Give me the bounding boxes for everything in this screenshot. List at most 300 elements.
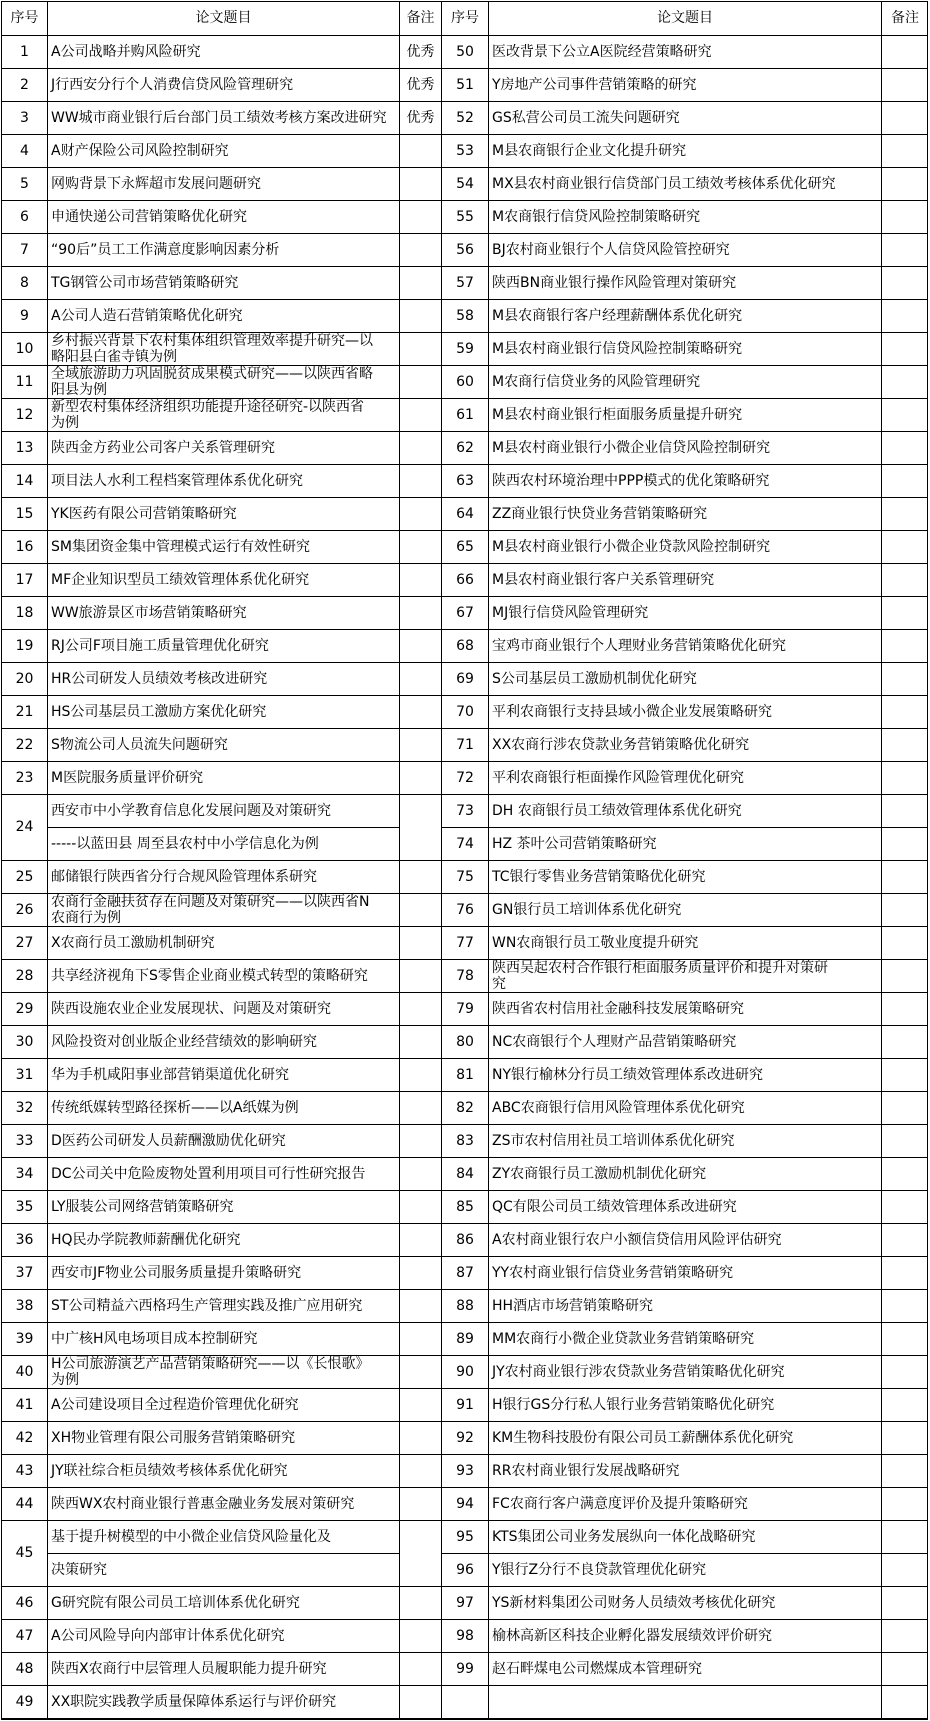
right-row-number: 93 [456,1463,474,1479]
left-row-number: 6 [20,209,29,225]
left-row-title: H公司旅游演艺产品营销策略研究——以《长恨歌》 为例 [51,1356,370,1388]
left-row-remark [400,927,441,959]
header-remark: 备注 [406,10,435,26]
left-row-title: 陕西X农商行中层管理人员履职能力提升研究 [51,1661,327,1677]
right-row-title: M县农村商业银行小微企业贷款风险控制研究 [492,539,771,555]
right-row-remark [882,465,928,497]
left-row-remark [400,366,441,398]
right-row-remark [882,1686,928,1718]
right-row-number: 68 [456,638,474,654]
right-row-number: 88 [456,1298,474,1314]
left-row-title: MF企业知识型员工绩效管理体系优化研究 [51,572,310,588]
right-row-number: 70 [456,704,474,720]
left-row-number: 15 [15,506,34,522]
right-row-title: YS新材料集团公司财务人员绩效考核优化研究 [492,1595,776,1611]
right-row-number: 72 [456,770,474,786]
right-row-number: 53 [456,143,474,159]
right-row-number: 81 [456,1067,474,1083]
left-row-title: WW旅游景区市场营销策略研究 [51,605,247,621]
right-row-number: 91 [456,1397,474,1413]
right-row-title: Y银行Z分行不良贷款管理优化研究 [492,1562,707,1578]
left-row-number: 35 [15,1199,34,1215]
left-row-remark [400,894,441,926]
right-row-remark [882,1026,928,1058]
right-row-remark [882,1125,928,1157]
left-row-remark [400,1059,441,1091]
right-row-remark [882,861,928,893]
left-row-number: 40 [15,1364,34,1380]
left-row-title: 乡村振兴背景下农村集体组织管理效率提升研究—以 略阳县白雀寺镇为例 [51,333,373,365]
right-row-number: 80 [456,1034,474,1050]
left-row-remark [400,1026,441,1058]
left-row-remark [400,1323,441,1355]
right-row-title: 赵石畔煤电公司燃煤成本管理研究 [492,1661,702,1677]
right-row-remark [882,234,928,266]
right-row-title: M县农村商业银行信贷风险控制策略研究 [492,341,743,357]
right-row-remark [882,1554,928,1586]
right-row-number: 96 [456,1562,474,1578]
left-row-title: 网购背景下永辉超市发展问题研究 [51,176,261,192]
right-row-title: M县农商银行企业文化提升研究 [492,143,687,159]
right-row-number: 90 [456,1364,474,1380]
left-row-remark [400,1653,441,1685]
right-row-number: 55 [456,209,474,225]
left-row-title: 西安市JF物业公司服务质量提升策略研究 [51,1265,302,1281]
left-row-title: 陕西金方药业公司客户关系管理研究 [51,440,275,456]
right-row-remark [882,135,928,167]
right-row-title: JY农村商业银行涉农贷款业务营销策略优化研究 [492,1364,785,1380]
right-row-remark [882,366,928,398]
right-row-title: 陕西BN商业银行操作风险管理对策研究 [492,275,737,291]
right-row-number: 85 [456,1199,474,1215]
left-row-number: 17 [15,572,34,588]
right-row-title: A农村商业银行农户小额信贷信用风险评估研究 [492,1232,782,1248]
right-row-title: 陕西吴起农村合作银行柜面服务质量评价和提升对策研 究 [492,960,828,992]
right-row-remark [882,1620,928,1652]
left-row-title: XX职院实践教学质量保障体系运行与评价研究 [51,1694,337,1710]
right-row-remark [882,630,928,662]
right-row-number: 73 [456,803,474,819]
left-row-number: 28 [15,968,34,984]
left-row-number: 8 [20,275,29,291]
left-row-remark [400,1686,441,1718]
left-row-number: 31 [15,1067,34,1083]
left-row-title: 风险投资对创业版企业经营绩效的影响研究 [51,1034,317,1050]
left-row-title: DC公司关中危险废物处置利用项目可行性研究报告 [51,1166,366,1182]
header-title: 论文题目 [195,10,252,26]
left-row-title: WW城市商业银行后台部门员工绩效考核方案改进研究 [51,110,387,126]
left-row-title: S物流公司人员流失问题研究 [51,737,228,753]
right-row-title: KM生物科技股份有限公司员工薪酬体系优化研究 [492,1430,794,1446]
left-row-number: 11 [15,374,34,390]
left-row-title: M医院服务质量评价研究 [51,770,204,786]
left-row-title: A公司风险导向内部审计体系优化研究 [51,1628,285,1644]
left-row-title: HR公司研发人员绩效考核改进研究 [51,671,268,687]
right-row-remark [882,300,928,332]
right-row-number: 61 [456,407,474,423]
left-row-title: 基于提升树模型的中小微企业信贷风险量化及 [51,1529,331,1545]
right-row-remark [882,729,928,761]
right-row-remark [882,564,928,596]
right-row-remark [882,1488,928,1520]
right-row-title: 医改背景下公立A医院经营策略研究 [492,44,712,60]
header-seq: 序号 [451,10,479,26]
left-row-title: LY服装公司网络营销策略研究 [51,1199,234,1215]
right-row-number: 84 [456,1166,474,1182]
left-row-remark [400,795,441,827]
right-row-title: M县农村商业银行客户关系管理研究 [492,572,715,588]
left-row-number: 14 [15,473,34,489]
left-row-number: 1 [20,44,29,60]
right-row-title: XX农商行涉农贷款业务营销策略优化研究 [492,737,750,753]
left-row-number: 13 [15,440,34,456]
right-row-title: 宝鸡市商业银行个人理财业务营销策略优化研究 [492,638,786,654]
left-row-remark [400,696,441,728]
left-row-remark [400,630,441,662]
left-row-remark [400,1389,441,1421]
right-row-number: 82 [456,1100,474,1116]
right-row-number: 62 [456,440,474,456]
left-row-number: 16 [15,539,34,555]
right-row-number: 89 [456,1331,474,1347]
left-row-number: 19 [15,638,34,654]
left-row-remark [400,531,441,563]
left-row-number: 45 [15,1545,34,1561]
left-row-title: HS公司基层员工激励方案优化研究 [51,704,267,720]
right-row-title: HH酒店市场营销策略研究 [492,1298,654,1314]
right-row-remark [882,168,928,200]
right-row-number: 98 [456,1628,474,1644]
left-row-title: X农商行员工激励机制研究 [51,935,215,951]
left-row-remark [400,201,441,233]
right-row-number: 57 [456,275,474,291]
row-border [1,1719,928,1720]
right-row-remark [882,498,928,530]
right-row-remark [882,1158,928,1190]
left-row-title: D医药公司研发人员薪酬激励优化研究 [51,1133,286,1149]
right-row-title: TC银行零售业务营销策略优化研究 [492,869,706,885]
right-row-remark [882,894,928,926]
right-row-remark [882,1356,928,1388]
right-row-number: 76 [456,902,474,918]
right-row-remark [882,531,928,563]
right-row-remark [882,1587,928,1619]
right-row-remark [882,762,928,794]
left-row-title: 决策研究 [51,1562,107,1578]
right-row-remark [882,201,928,233]
left-row-title: 传统纸媒转型路径探析——以A纸媒为例 [51,1100,299,1116]
left-row-title: 陕西设施农业企业发展现状、问题及对策研究 [51,1001,331,1017]
left-row-remark [400,1125,441,1157]
left-row-number: 2 [20,77,29,93]
right-row-title: M县农商银行客户经理薪酬体系优化研究 [492,308,743,324]
right-row-remark [882,828,928,860]
right-row-remark [882,1455,928,1487]
right-row-number: 79 [456,1001,474,1017]
right-row-remark [882,1092,928,1124]
right-row-title: Y房地产公司事件营销策略的研究 [492,77,697,93]
right-row-title: YY农村商业银行信贷业务营销策略研究 [492,1265,734,1281]
right-row-remark [882,69,928,101]
right-row-number: 58 [456,308,474,324]
left-row-number: 23 [15,770,34,786]
header-seq: 序号 [10,10,39,26]
right-row-number: 94 [456,1496,474,1512]
left-row-number: 39 [15,1331,34,1347]
right-row-title [489,1686,881,1718]
left-row-number: 27 [15,935,34,951]
left-row-title: 全域旅游助力巩固脱贫成果模式研究——以陕西省略 阳县为例 [51,366,373,398]
right-row-title: MX县农村商业银行信贷部门员工绩效考核体系优化研究 [492,176,836,192]
right-row-title: HZ 茶叶公司营销策略研究 [492,836,657,852]
right-row-remark [882,267,928,299]
left-row-remark [400,300,441,332]
left-row-number: 25 [15,869,34,885]
left-row-remark [400,267,441,299]
right-row-remark [882,102,928,134]
right-row-remark [882,1422,928,1454]
right-row-remark [882,399,928,431]
left-row-title: 新型农村集体经济组织功能提升途径研究-以陕西省 为例 [51,399,365,431]
left-row-title: A公司人造石营销策略优化研究 [51,308,243,324]
left-row-remark [400,465,441,497]
left-row-remark [400,729,441,761]
right-row-number: 71 [456,737,474,753]
left-row-remark [400,762,441,794]
right-row-title: RR农村商业银行发展战略研究 [492,1463,680,1479]
left-row-title: 华为手机咸阳事业部营销渠道优化研究 [51,1067,289,1083]
left-row-title: JY联社综合柜员绩效考核体系优化研究 [51,1463,288,1479]
right-row-number: 65 [456,539,474,555]
left-row-title: A公司战略并购风险研究 [51,44,201,60]
right-row-title: QC有限公司员工绩效管理体系改进研究 [492,1199,737,1215]
left-row-remark [400,1257,441,1289]
right-row-title: GS私营公司员工流失问题研究 [492,110,680,126]
left-row-title: “90后”员工工作满意度影响因素分析 [51,242,280,258]
left-row-number: 4 [20,143,29,159]
left-row-remark [400,597,441,629]
left-row-remark [400,432,441,464]
right-row-title: S公司基层员工激励机制优化研究 [492,671,697,687]
right-row-number: 52 [456,110,474,126]
right-row-number: 54 [456,176,474,192]
left-row-number: 20 [15,671,34,687]
left-row-remark [400,1356,441,1388]
left-row-title: 共享经济视角下S零售企业商业模式转型的策略研究 [51,968,368,984]
right-row-remark [882,1059,928,1091]
right-row-number: 64 [456,506,474,522]
right-row-number: 66 [456,572,474,588]
left-row-title: YK医药有限公司营销策略研究 [51,506,237,522]
left-row-remark [400,828,441,860]
left-row-number: 37 [15,1265,34,1281]
right-row-title: M农商银行信贷风险控制策略研究 [492,209,701,225]
right-row-title: ZY农商银行员工激励机制优化研究 [492,1166,707,1182]
left-row-remark [400,1158,441,1190]
left-row-remark [400,1092,441,1124]
left-row-title: 中广核H风电场项目成本控制研究 [51,1331,258,1347]
right-row-number: 78 [456,968,474,984]
right-row-number [442,1686,488,1718]
right-row-remark [882,1521,928,1553]
right-row-remark [882,1191,928,1223]
left-row-title: 申通快递公司营销策略优化研究 [51,209,247,225]
right-row-remark [882,1290,928,1322]
left-row-title: 陕西WX农村商业银行普惠金融业务发展对策研究 [51,1496,355,1512]
header-remark: 备注 [891,10,919,26]
left-row-title: G研究院有限公司员工培训体系优化研究 [51,1595,300,1611]
left-row-number: 48 [15,1661,34,1677]
left-row-remark [400,1587,441,1619]
right-row-number: 92 [456,1430,474,1446]
left-row-title: J行西安分行个人消费信贷风险管理研究 [51,77,294,93]
right-row-number: 75 [456,869,474,885]
right-row-remark [882,960,928,992]
left-row-remark [400,1290,441,1322]
right-row-remark [882,696,928,728]
left-row-remark [400,1554,441,1586]
left-row-number: 21 [15,704,34,720]
left-row-remark [400,333,441,365]
left-row-number: 5 [20,176,29,192]
right-row-title: NY银行榆林分行员工绩效管理体系改进研究 [492,1067,764,1083]
right-row-remark [882,36,928,68]
right-row-remark [882,1257,928,1289]
right-row-title: ZZ商业银行快贷业务营销策略研究 [492,506,708,522]
left-row-remark [400,663,441,695]
right-row-title: 陕西省农村信用社金融科技发展策略研究 [492,1001,744,1017]
right-row-number: 74 [456,836,474,852]
left-row-number: 10 [15,341,34,357]
left-row-remark [400,993,441,1025]
left-row-remark [400,399,441,431]
right-row-title: 陕西农村环境治理中PPP模式的优化策略研究 [492,473,770,489]
right-row-title: WN农商银行员工敬业度提升研究 [492,935,699,951]
right-row-number: 99 [456,1661,474,1677]
left-row-remark [400,1455,441,1487]
right-row-number: 63 [456,473,474,489]
right-row-title: FC农商行客户满意度评价及提升策略研究 [492,1496,748,1512]
right-row-title: ABC农商银行信用风险管理体系优化研究 [492,1100,745,1116]
right-row-number: 69 [456,671,474,687]
right-row-remark [882,432,928,464]
left-row-title: A财产保险公司风险控制研究 [51,143,229,159]
right-row-number: 60 [456,374,474,390]
left-row-number: 18 [15,605,34,621]
left-row-remark: 优秀 [406,44,435,60]
left-row-number: 24 [15,819,34,835]
left-row-number: 26 [15,902,34,918]
left-row-number: 29 [15,1001,34,1017]
right-row-remark [882,993,928,1025]
right-row-remark [882,927,928,959]
right-row-remark [882,795,928,827]
left-row-title: 邮储银行陕西省分行合规风险管理体系研究 [51,869,317,885]
left-row-number: 41 [15,1397,34,1413]
left-row-title: SM集团资金集中管理模式运行有效性研究 [51,539,310,555]
left-row-remark [400,168,441,200]
right-row-title: KTS集团公司业务发展纵向一体化战略研究 [492,1529,756,1545]
right-row-number: 86 [456,1232,474,1248]
right-row-number: 56 [456,242,474,258]
right-row-number: 77 [456,935,474,951]
left-row-title: -----以蓝田县 周至县农村中小学信息化为例 [51,836,319,852]
right-row-number: 87 [456,1265,474,1281]
left-row-number: 44 [15,1496,34,1512]
left-row-number: 43 [15,1463,34,1479]
right-row-title: M农商行信贷业务的风险管理研究 [492,374,701,390]
left-row-remark [400,1191,441,1223]
thesis-table [1,1,928,1720]
left-row-remark [400,1488,441,1520]
right-row-title: ZS市农村信用社员工培训体系优化研究 [492,1133,735,1149]
right-row-title: M县农村商业银行小微企业信贷风险控制研究 [492,440,771,456]
left-row-title: 西安市中小学教育信息化发展问题及对策研究 [51,803,331,819]
left-row-number: 38 [15,1298,34,1314]
left-row-number: 30 [15,1034,34,1050]
left-row-number: 36 [15,1232,34,1248]
left-row-number: 33 [15,1133,34,1149]
right-row-title: H银行GS分行私人银行业务营销策略优化研究 [492,1397,775,1413]
right-row-remark [882,597,928,629]
left-row-title: ST公司精益六西格玛生产管理实践及推广应用研究 [51,1298,363,1314]
left-row-number: 7 [20,242,29,258]
left-row-number: 22 [15,737,34,753]
left-row-number: 32 [15,1100,34,1116]
header-title: 论文题目 [657,10,713,26]
right-row-number: 83 [456,1133,474,1149]
right-row-remark [882,663,928,695]
right-row-number: 59 [456,341,474,357]
right-row-number: 50 [456,44,474,60]
left-row-number: 47 [15,1628,34,1644]
left-row-remark: 优秀 [406,77,435,93]
left-row-remark [400,498,441,530]
right-row-title: 平利农商银行支持县域小微企业发展策略研究 [492,704,772,720]
right-row-title: DH 农商银行员工绩效管理体系优化研究 [492,803,742,819]
left-row-remark [400,234,441,266]
left-row-title: RJ公司F项目施工质量管理优化研究 [51,638,269,654]
left-row-number: 49 [15,1694,34,1710]
right-row-title: MM农商行小微企业贷款业务营销策略研究 [492,1331,755,1347]
left-row-remark [400,1422,441,1454]
right-row-remark [882,1323,928,1355]
left-row-number: 42 [15,1430,34,1446]
right-row-remark [882,1653,928,1685]
left-row-remark [400,1224,441,1256]
left-row-remark [400,960,441,992]
right-row-title: BJ农村商业银行个人信贷风险管控研究 [492,242,730,258]
right-row-number: 97 [456,1595,474,1611]
right-row-title: 榆林高新区科技企业孵化器发展绩效评价研究 [492,1628,772,1644]
left-row-title: TG钢管公司市场营销策略研究 [51,275,239,291]
left-row-remark: 优秀 [406,110,435,126]
right-row-number: 95 [456,1529,474,1545]
left-row-title: XH物业管理有限公司服务营销策略研究 [51,1430,296,1446]
left-row-title: 农商行金融扶贫存在问题及对策研究——以陕西省N 农商行为例 [51,894,370,926]
right-row-number: 51 [456,77,474,93]
right-row-title: 平利农商银行柜面操作风险管理优化研究 [492,770,744,786]
left-row-number: 9 [20,308,29,324]
left-row-title: 项目法人水利工程档案管理体系优化研究 [51,473,303,489]
left-row-remark [400,1521,441,1553]
right-row-number: 67 [456,605,474,621]
left-row-remark [400,135,441,167]
left-row-number: 12 [15,407,34,423]
left-row-number: 3 [20,110,29,126]
left-row-remark [400,564,441,596]
right-row-remark [882,1224,928,1256]
